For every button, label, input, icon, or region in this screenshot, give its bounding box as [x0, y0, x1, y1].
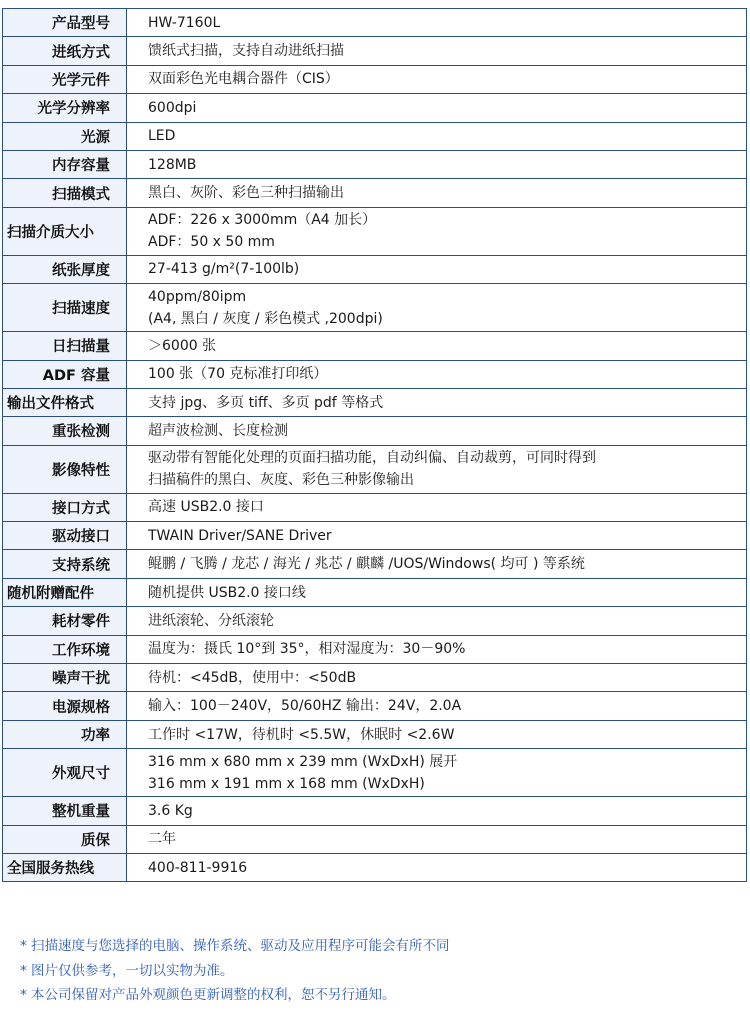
spec-table-body [3, 9, 747, 882]
spec-table [2, 8, 747, 882]
spec-value [127, 94, 747, 122]
spec-value-line: 超声波检测、长度检测 [148, 422, 288, 439]
spec-value-line: 316 mm x 191 mm x 168 mm (WxDxH) [148, 775, 425, 792]
spec-value-line: 100 张（70 克标准打印纸） [148, 366, 328, 383]
spec-value-line: 高速 USB2.0 接口 [148, 499, 264, 516]
spec-label: 光学元件 [3, 65, 127, 93]
spec-value [127, 37, 747, 65]
spec-value [127, 692, 747, 720]
spec-label: 扫描介质大小 [3, 207, 127, 255]
spec-value [127, 207, 747, 255]
spec-row [3, 578, 747, 606]
spec-row [3, 284, 747, 332]
spec-label: 电源规格 [3, 692, 127, 720]
spec-value [127, 607, 747, 635]
spec-label: 日扫描量 [3, 332, 127, 360]
spec-row [3, 150, 747, 178]
spec-label: 扫描模式 [3, 179, 127, 207]
spec-label: ADF 容量 [3, 360, 127, 388]
footnote: * 扫描速度与您选择的电脑、操作系统、驱动及应用程序可能会有所不同 [20, 938, 450, 954]
spec-value-line: (A4, 黑白 / 灰度 / 彩色模式 ,200dpi) [148, 310, 383, 327]
spec-row [3, 332, 747, 360]
spec-value-line: 3.6 Kg [148, 802, 193, 819]
spec-value [127, 749, 747, 797]
spec-row [3, 122, 747, 150]
spec-label: 光学分辨率 [3, 94, 127, 122]
footnote: * 本公司保留对产品外观颜色更新调整的权利，恕不另行通知。 [20, 987, 396, 1003]
spec-label: 功率 [3, 720, 127, 748]
spec-row [3, 692, 747, 720]
spec-label: 产品型号 [3, 9, 127, 37]
footnotes [20, 934, 740, 1008]
spec-value-line: 二年 [148, 831, 176, 848]
spec-value [127, 493, 747, 521]
spec-row [3, 207, 747, 255]
footnote: * 图片仅供参考，一切以实物为准。 [20, 962, 234, 979]
spec-row [3, 37, 747, 65]
spec-value-line: ＞6000 张 [148, 337, 217, 354]
spec-value-line: 黑白、灰阶、彩色三种扫描输出 [148, 185, 344, 202]
spec-row [3, 853, 747, 881]
spec-value [127, 122, 747, 150]
spec-value [127, 417, 747, 445]
spec-value-line: 支持 jpg、多页 tiff、多页 pdf 等格式 [148, 394, 384, 411]
spec-value-line: 400-811-9916 [148, 859, 248, 876]
spec-value [127, 332, 747, 360]
spec-value [127, 9, 747, 37]
spec-label: 随机附赠配件 [3, 578, 127, 606]
spec-row [3, 255, 747, 283]
spec-row [3, 749, 747, 797]
spec-value [127, 664, 747, 692]
spec-label: 噪声干扰 [3, 664, 127, 692]
spec-value [127, 578, 747, 606]
spec-value [127, 284, 747, 332]
spec-label: 耗材零件 [3, 607, 127, 635]
spec-value [127, 388, 747, 416]
spec-value [127, 360, 747, 388]
spec-label: 内存容量 [3, 150, 127, 178]
spec-value [127, 797, 747, 825]
spec-value-line: 驱动带有智能化处理的页面扫描功能，自动纠偏、自动裁剪，可同时得到 [148, 450, 596, 467]
spec-label: 支持系统 [3, 550, 127, 578]
spec-value-line: 输入：100－240V，50/60HZ 输出：24V，2.0A [148, 698, 462, 715]
spec-value-line: 待机：<45dB，使用中：<50dB [148, 669, 357, 686]
spec-value [127, 150, 747, 178]
spec-value-line: 鲲鹏 / 飞腾 / 龙芯 / 海光 / 兆芯 / 麒麟 /UOS/Windows( 均可 ) 等系统 [148, 556, 585, 573]
spec-value-line: 温度为：摄氏 10°到 35°，相对湿度为：30－90% [148, 641, 466, 658]
spec-value-line: TWAIN Driver/SANE Driver [148, 527, 332, 544]
spec-value [127, 550, 747, 578]
spec-value-line: 进纸滚轮、分纸滚轮 [148, 612, 274, 629]
spec-value [127, 255, 747, 283]
spec-row [3, 493, 747, 521]
spec-row [3, 179, 747, 207]
spec-value [127, 65, 747, 93]
spec-value-line: 随机提供 USB2.0 接口线 [148, 584, 306, 601]
spec-row [3, 797, 747, 825]
spec-label: 整机重量 [3, 797, 127, 825]
spec-value-line: 600dpi [148, 99, 197, 116]
spec-label: 接口方式 [3, 493, 127, 521]
spec-label: 纸张厚度 [3, 255, 127, 283]
spec-label: 影像特性 [3, 445, 127, 493]
spec-label: 进纸方式 [3, 37, 127, 65]
spec-label: 全国服务热线 [3, 853, 127, 881]
spec-label: 驱动接口 [3, 522, 127, 550]
spec-row [3, 664, 747, 692]
spec-value [127, 720, 747, 748]
spec-row [3, 720, 747, 748]
spec-row [3, 635, 747, 663]
spec-label: 质保 [3, 825, 127, 853]
spec-value-line: LED [148, 128, 176, 145]
spec-value-line: ADF：226 x 3000mm（A4 加长） [148, 212, 377, 229]
spec-label: 输出文件格式 [3, 388, 127, 416]
spec-value-line: 馈纸式扫描，支持自动进纸扫描 [148, 43, 344, 60]
spec-value-line: 双面彩色光电耦合器件（CIS） [148, 71, 339, 88]
spec-value [127, 825, 747, 853]
spec-value-line: 316 mm x 680 mm x 239 mm (WxDxH) 展开 [148, 753, 458, 770]
spec-value [127, 179, 747, 207]
spec-row [3, 417, 747, 445]
spec-value [127, 445, 747, 493]
spec-value-line: 128MB [148, 156, 197, 173]
spec-label: 外观尺寸 [3, 749, 127, 797]
spec-row [3, 388, 747, 416]
spec-row [3, 65, 747, 93]
spec-row [3, 9, 747, 37]
spec-row [3, 445, 747, 493]
spec-value-line: 27-413 g/m²(7-100lb) [148, 261, 300, 278]
spec-value [127, 522, 747, 550]
spec-row [3, 522, 747, 550]
spec-label: 光源 [3, 122, 127, 150]
spec-row [3, 825, 747, 853]
spec-value-line: HW-7160L [148, 14, 221, 31]
spec-label: 重张检测 [3, 417, 127, 445]
spec-label: 扫描速度 [3, 284, 127, 332]
spec-row [3, 94, 747, 122]
spec-row [3, 360, 747, 388]
spec-row [3, 550, 747, 578]
spec-label: 工作环境 [3, 635, 127, 663]
spec-value-line: ADF：50 x 50 mm [148, 234, 275, 251]
spec-value [127, 635, 747, 663]
spec-value-line: 扫描稿件的黑白、灰度、彩色三种影像输出 [148, 472, 414, 489]
spec-value-line: 40ppm/80ipm [148, 288, 247, 305]
spec-row [3, 607, 747, 635]
spec-value-line: 工作时 <17W，待机时 <5.5W，休眠时 <2.6W [148, 726, 455, 743]
spec-value [127, 853, 747, 881]
